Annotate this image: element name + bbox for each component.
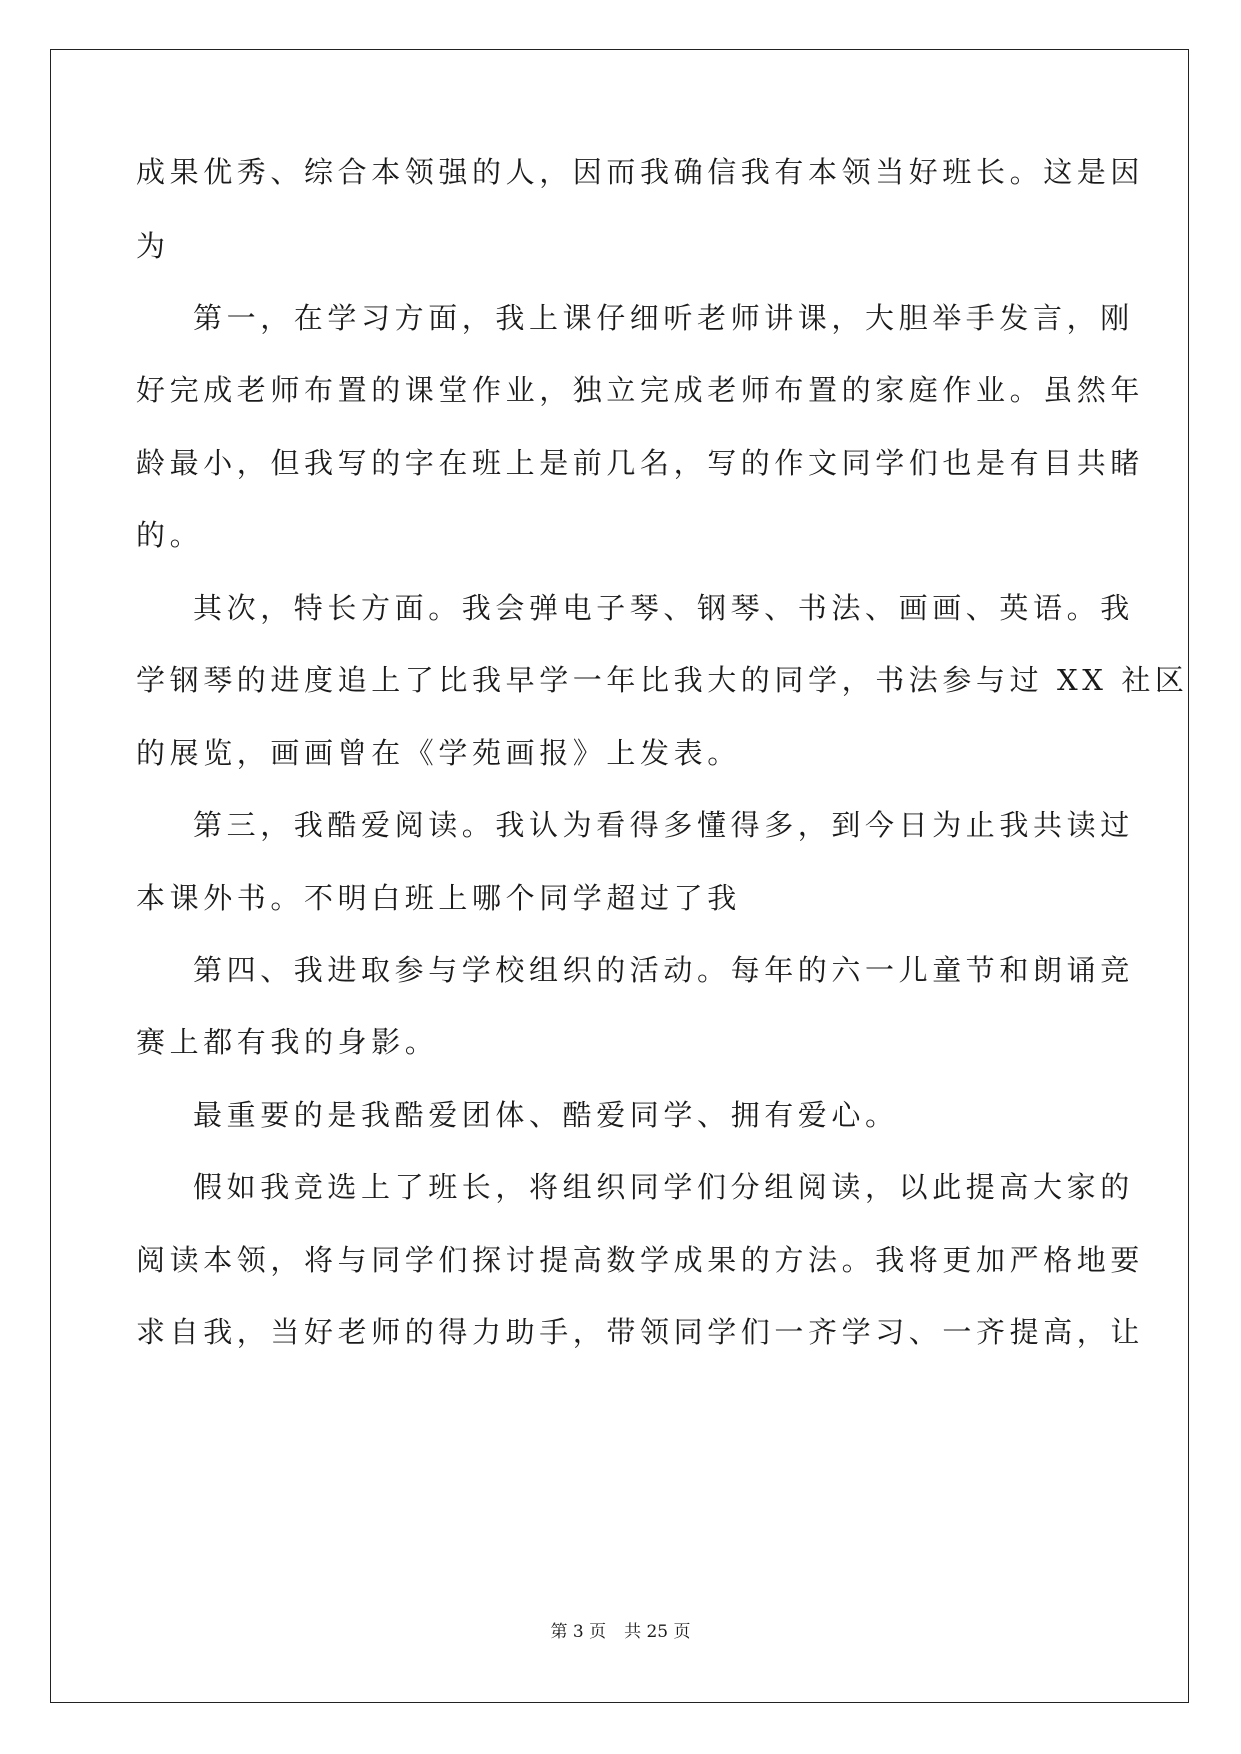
body-line-6: 的。 — [136, 518, 204, 552]
body-line-10: 第三，我酷爱阅读。我认为看得多懂得多，到今日为止我共读过 — [193, 808, 1134, 842]
current-page-number: 第 3 页 — [550, 1622, 607, 1642]
body-line-17: 求自我，当好老师的得力助手，带领同学们一齐学习、一齐提高，让 — [136, 1315, 1145, 1349]
total-pages: 共 25 页 — [624, 1622, 691, 1642]
body-line-14: 最重要的是我酷爱团体、酷爱同学、拥有爱心。 — [193, 1098, 899, 1132]
body-line-3: 第一，在学习方面，我上课仔细听老师讲课，大胆举手发言，刚 — [193, 301, 1134, 335]
body-line-13: 赛上都有我的身影。 — [136, 1025, 439, 1059]
body-line-5: 龄最小，但我写的字在班上是前几名，写的作文同学们也是有目共睹 — [136, 446, 1145, 480]
body-line-8: 学钢琴的进度追上了比我早学一年比我大的同学，书法参与过 XX 社区 — [136, 663, 1189, 697]
body-line-16: 阅读本领，将与同学们探讨提高数学成果的方法。我将更加严格地要 — [136, 1243, 1145, 1277]
body-line-12: 第四、我进取参与学校组织的活动。每年的六一儿童节和朗诵竞 — [193, 953, 1134, 987]
body-line-1: 成果优秀、综合本领强的人，因而我确信我有本领当好班长。这是因 — [136, 155, 1145, 189]
page-footer — [0, 1622, 1241, 1642]
body-line-11: 本课外书。不明白班上哪个同学超过了我 — [136, 881, 741, 915]
body-line-4: 好完成老师布置的课堂作业，独立完成老师布置的家庭作业。虽然年 — [136, 373, 1145, 407]
body-line-9: 的展览，画画曾在《学苑画报》上发表。 — [136, 736, 741, 770]
body-line-15: 假如我竞选上了班长，将组织同学们分组阅读，以此提高大家的 — [193, 1170, 1134, 1204]
body-line-7: 其次，特长方面。我会弹电子琴、钢琴、书法、画画、英语。我 — [193, 591, 1134, 625]
body-line-2: 为 — [136, 229, 170, 263]
page-border — [50, 49, 1189, 1703]
